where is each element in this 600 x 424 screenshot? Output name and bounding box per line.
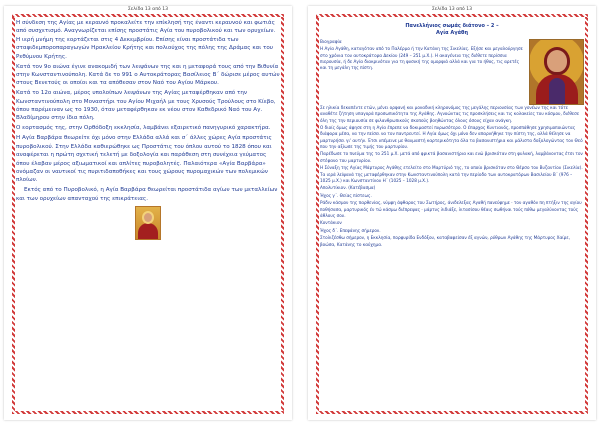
bio-text [320, 39, 524, 105]
paragraph: Παρέδωσε το πνεύμα της το 251 μ.Χ. μετά από φρικτά βασανιστήρια και ενώ βρισκόταν στη φυλακή, λαμβάνοντας έτσι τον στέφανο του μαρτυρίου. [320, 151, 583, 163]
bio-section [320, 39, 584, 105]
right-page [308, 6, 596, 420]
bio-heading: Βιογραφία [320, 39, 342, 44]
hymn-tone: Ήχος δ΄. Επεφάνης σήμερον. [320, 227, 381, 233]
figure-mantle [549, 78, 565, 104]
apolytikion-heading: Απολυτίκιον. (Κατέβασμα) [320, 185, 376, 191]
paragraph: Σε ηλικία δεκαπέντε ετών, μένει ορφανή και μοναδική κληρονόμος της μεγάλης περιουσίας των γονέων της και τότε αναθέτε ζήτηση υπαγορά προσωπικότητα της Αγάθης. Αγνοώντας τις προσκλήσεις και τις κολακείες του κόσμου, διέθεσε όλη της την περιουσία σε φιλανθρωπικούς σκοπούς βοηθώντας όλους όσους είχαν ανάγκη. [320, 105, 580, 123]
page-number: Σελίδα 13 από 13 [127, 7, 169, 12]
paragraph: Η σύνδεση της Αγίας με κεραυνό προκαλείτε την επίκλησή της έναντι κεραυνού και φωτιάς από συσχετισμό. Αναγνωρίζεται επίσης προστάτις Αγία του πυροβολικού και των ορυχείων. Η ιερή μνήμη της εορτάζεται στις 4 Δεκεμβρίου. Επίσης είναι προστάτιδα των σταφιδεμποροπαραγωγών Ηρακλείου Κρήτης και πολιούχος της πόλης της Δράμας και του Ρεθύμνου Κρήτης. [16, 20, 276, 60]
paragraph: Κατά τον 9ο αιώνα έγινε ανακομιδή των λειψάνων της και η μεταφορά τους από την Βιθυνία στην Κωνσταντινούπολη. Κατά δε το 991 ο Αυτοκράτορας Βασίλειος Β΄ δώρισε μέρος αυτών στους Βενετούς οι οποίοι και τα απόθεσαν στον Ναό του Αγίου Μάρκου. [16, 63, 280, 87]
hymn-text: Ράδιν κάσμον της παρθενίας, νύμφη άφθαρος του Σωτήρος, άνιδελεξας Αγαθή πανεύφημε · τον αγαθόν πη πτήξιν της αγίου ποθήσασα, μαρτυρικός έν τώ κάσμω διέπρεψας · μάρτυς λιδιάξε, λιτασίσου θέαις σωθήναι τούς πόθω μεγαλύνοντας τούς άθλους σου. [320, 200, 582, 218]
figure-robe [138, 223, 158, 239]
page-number: Σελίδα 13 από 13 [431, 7, 473, 12]
figure-head [144, 213, 152, 222]
right-page-content [320, 19, 584, 410]
left-page [4, 6, 292, 420]
paragraph: Η Αγία Βαρβάρα θεωρείτε όχι μόνο στην Ελλάδα αλλά και σ΄ άλλες χώρες Αγία προστάτις πυροβολικού. Στην Ελλάδα καθιερώθηκε ως Προστάτις του όπλου αυτού το 1828 όπου και αναφέρεται η πρώτη σχετική τελετή με δοξολογία και παράθεση στη συνέχεια γεύματος όπου έλαβαν μέρος αξιωματικοί και απλίτες πυροβολητές. Παλαιότερα «Αγία Βαρβάρα» ονόμαζαν οι ναυτικοί τις πυριτιδαποθήκες και τους χώρους πυρομαχικών των πολεμικών πλοίων. [16, 135, 272, 184]
page-subtitle: Αγία Αγάθη [435, 30, 469, 36]
hymn-text: Στολιζέσθω σήμερον, η Εκκλησία, πορφυρίδα Ενδόξου, καταβαφείσαν έξ αγνών, ρύθρων Αγάθης της Μάρτυρος Χαίρε, βοώσα, Κατάνης το καύχημα. [320, 235, 570, 247]
paragraph: Η Σύναξη της Αγίας Μάρτυρος Αγάθης ετελείτο στο Μαρτύριό της, το οποίο βρισκόταν στο Θέρσο του Βυζαντίου (Σικελία). Τα ιερά λείψανά της μεταφέρθηκαν στην Κωνσταντινούπολη κατά την περίοδο των αυτοκρατόρων Βασιλείου Β΄ (976 – 1025 μ.Χ.) και Κωνσταντίνου Η΄ (1025 – 1028 μ.Χ.). [320, 165, 583, 183]
left-page-content [16, 19, 280, 410]
hymn-tone: Ήχος γ΄. Θείας πίστεως. [320, 192, 372, 198]
paragraph: Ο εορτασμός της, στην Ορθόδοξη εκκλησία, λαμβάνει εξαιρετικό πανηγυρικό χαρακτήρα. [16, 125, 271, 132]
paragraph: Ο διοίς όμως άφησε στη η Αγία έπρεπε να δοκιμαστεί πυρωσότερο. Ο έπαρχος Κυντιανός, προσπάθησε χρησιμοποιώντας διάφορα μέσα, να την πείσει να τον παντρευτεί. Η Αγία όμως όχι μόνο δεν απαρνήθηκε την πίστη της, αλλά θέλησε να μαρτυρήσει γι' αυτήν. Έτσι υπέμεινε με θαυμαστή καρτερικότητα όλα τα βασανιστήρια και μάλιστα δοξολογώντας τον Θεό που την αξίωσε της τιμής του μαρτυρίου. [320, 125, 583, 149]
saint-barbara-icon [135, 206, 161, 240]
bio-intro: Η Αγία Αγάθη, καταγόταν από το Παλέρμο ή την Κατάνη της Σικελίας. Εξήσε και μεγαλούργησε στο χρόνια του αυτοκράτορα Δεκίου (249 – 251 μ.Χ.). Η ακαγένεια της διέθετε περίσσια πιερουσία, ή δε Αγία διακρινόταν για τη φυσική της ομορφιά αλλά και για το ήθος, τις αρετές και τη μεγάλη της πίστη. [320, 46, 523, 71]
paragraph: Εκτός από το Πυροβολικό, η Αγία Βαρβάρα θεωρείται προστάτιδα αγίων των μεταλλείων και των ορυχείων απανταχού της επικράτειας. [16, 187, 278, 202]
figure-head [547, 50, 567, 72]
saint-agatha-icon [529, 39, 584, 105]
kontakion-heading: Κοντάκιον [320, 220, 342, 226]
paragraph: Κατά το 12ο αιώνα, μέρος υπολοίπων λειψάνων της Αγίας μεταφέρθηκαν από την Κωνσταντινούπολη στο Μοναστήρι του Αγίου Μιχαήλ με τους Χρυσούς Τρούλους στο Κίεβο, όπου παρέμειναν ως το 1930, όταν μεταφέρθηκαν εκ νέου στον Καθεδρικό Ναό του Αγ. Βλαδίμηρου στην ίδια πόλη. [16, 90, 276, 122]
page-title: Πανελλήνιος σωμάς διάτονο – 2 – [405, 23, 499, 29]
